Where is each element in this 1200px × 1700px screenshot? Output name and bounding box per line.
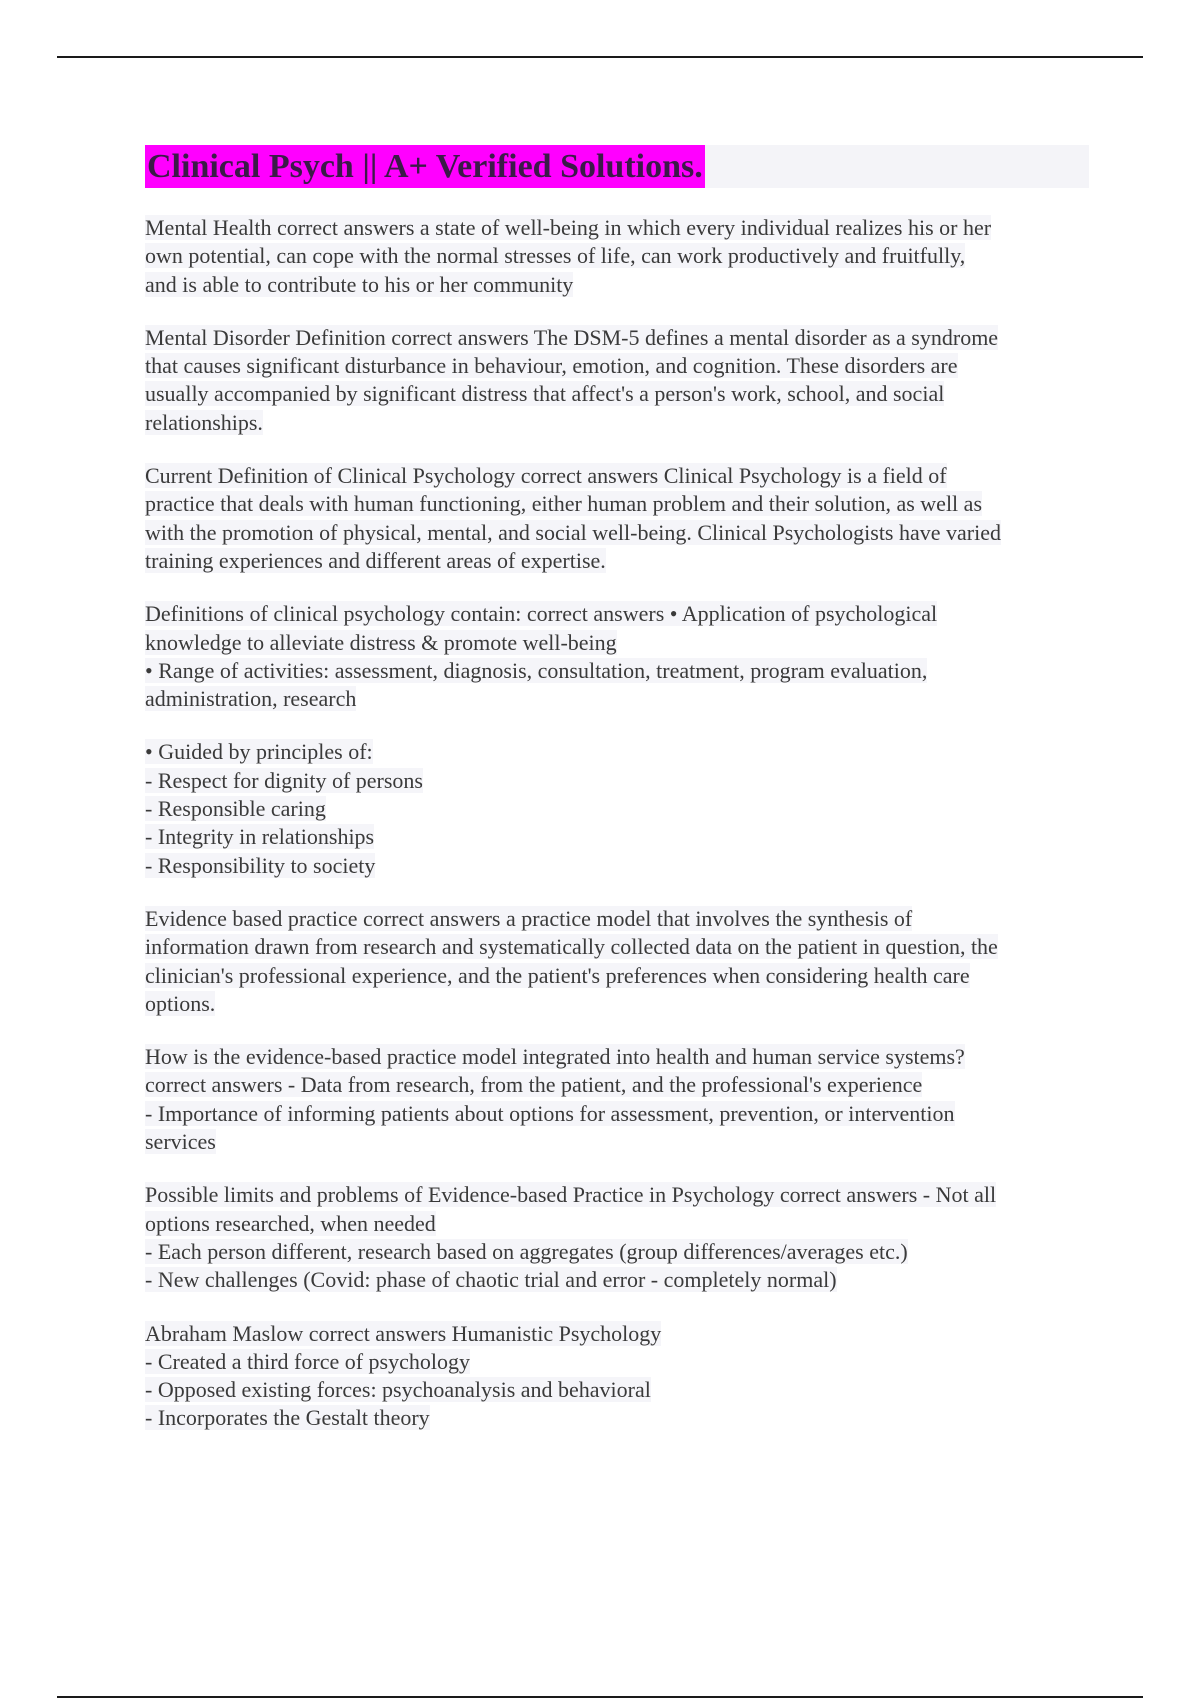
text-line bbox=[145, 685, 1089, 713]
text-line-content: - Respect for dignity of persons bbox=[145, 767, 423, 793]
text-line-content: that causes significant disturbance in behaviour, emotion, and cognition. These disorders are bbox=[145, 353, 958, 379]
text-line-content: practice that deals with human functioning, either human problem and their solution, as well as bbox=[145, 491, 982, 517]
text-line-content: Definitions of clinical psychology contain: correct answers • Application of psychological bbox=[145, 601, 938, 627]
qa-block bbox=[145, 214, 1089, 299]
text-line bbox=[145, 1376, 1089, 1404]
text-line bbox=[145, 380, 1089, 408]
text-line-content: - Integrity in relationships bbox=[145, 824, 375, 850]
text-line bbox=[145, 629, 1089, 657]
text-line-content: options. bbox=[145, 990, 216, 1016]
qa-block bbox=[145, 1320, 1089, 1433]
text-line bbox=[145, 271, 1089, 299]
text-line-content: - Incorporates the Gestalt theory bbox=[145, 1405, 430, 1431]
text-line-content: Abraham Maslow correct answers Humanistic Psychology bbox=[145, 1320, 662, 1346]
text-line-content: information drawn from research and systematically collected data on the patient in question, the bbox=[145, 934, 998, 960]
qa-block bbox=[145, 600, 1089, 713]
text-line bbox=[145, 962, 1089, 990]
text-line-content: - Importance of informing patients about options for assessment, prevention, or intervention bbox=[145, 1100, 955, 1126]
qa-list bbox=[145, 214, 1089, 1433]
text-line-content: relationships. bbox=[145, 409, 263, 435]
text-line-content: Mental Health correct answers a state of well-being in which every individual realizes his or her bbox=[145, 215, 992, 240]
text-line bbox=[145, 600, 1089, 628]
text-line-content: - Each person different, research based on aggregates (group differences/averages etc.) bbox=[145, 1238, 908, 1264]
text-line bbox=[145, 767, 1089, 795]
text-line bbox=[145, 214, 1089, 242]
text-line bbox=[145, 352, 1089, 380]
text-line bbox=[145, 1100, 1089, 1128]
text-line-content: services bbox=[145, 1129, 216, 1155]
text-line-content: - Responsibility to society bbox=[145, 852, 376, 878]
text-line-content: and is able to contribute to his or her community bbox=[145, 271, 574, 297]
qa-block bbox=[145, 738, 1089, 879]
qa-block bbox=[145, 324, 1089, 437]
qa-block bbox=[145, 462, 1089, 575]
text-line bbox=[145, 905, 1089, 933]
text-line bbox=[145, 1043, 1089, 1071]
text-line bbox=[145, 1348, 1089, 1376]
text-line-content: Evidence based practice correct answers a practice model that involves the synthesis of bbox=[145, 905, 913, 931]
text-line-content: • Guided by principles of: bbox=[145, 739, 373, 765]
text-line-content: - Created a third force of psychology bbox=[145, 1348, 470, 1374]
text-line bbox=[145, 519, 1089, 547]
text-line bbox=[145, 1320, 1089, 1348]
text-line-content: - Opposed existing forces: psychoanalysis and behavioral bbox=[145, 1377, 651, 1403]
text-line bbox=[145, 1210, 1089, 1238]
text-line-content: training experiences and different areas of expertise. bbox=[145, 547, 606, 573]
text-line bbox=[145, 1266, 1089, 1294]
text-line bbox=[145, 657, 1089, 685]
text-line-content: - New challenges (Covid: phase of chaotic trial and error - completely normal) bbox=[145, 1267, 837, 1293]
bottom-rule bbox=[57, 1696, 1143, 1698]
text-line-content: Mental Disorder Definition correct answers The DSM-5 defines a mental disorder as a syndrome bbox=[145, 324, 999, 350]
text-line bbox=[145, 409, 1089, 437]
text-line bbox=[145, 1238, 1089, 1266]
document-body bbox=[145, 145, 1089, 1458]
text-line bbox=[145, 1404, 1089, 1432]
text-line-content: correct answers - Data from research, from the patient, and the professional's experience bbox=[145, 1072, 923, 1098]
qa-block bbox=[145, 905, 1089, 1018]
text-line bbox=[145, 462, 1089, 490]
text-line-content: own potential, can cope with the normal stresses of life, can work productively and fruitfully, bbox=[145, 243, 966, 269]
text-line bbox=[145, 933, 1089, 961]
text-line-content: clinician's professional experience, and the patient's preferences when considering health care bbox=[145, 962, 970, 988]
text-line bbox=[145, 324, 1089, 352]
text-line-content: How is the evidence-based practice model integrated into health and human service systems? bbox=[145, 1044, 965, 1070]
text-line bbox=[145, 242, 1089, 270]
text-line bbox=[145, 852, 1089, 880]
text-line bbox=[145, 823, 1089, 851]
top-rule bbox=[57, 56, 1143, 58]
text-line-content: knowledge to alleviate distress & promote well-being bbox=[145, 629, 617, 655]
text-line-content: with the promotion of physical, mental, and social well-being. Clinical Psychologists have varied bbox=[145, 519, 1001, 545]
title-row bbox=[145, 145, 1089, 188]
qa-block bbox=[145, 1043, 1089, 1156]
text-line-content: - Responsible caring bbox=[145, 796, 326, 822]
text-line bbox=[145, 1128, 1089, 1156]
text-line bbox=[145, 795, 1089, 823]
text-line-content: usually accompanied by significant distress that affect's a person's work, school, and social bbox=[145, 381, 945, 407]
text-line-content: administration, research bbox=[145, 686, 357, 712]
text-line-content: Current Definition of Clinical Psychology correct answers Clinical Psychology is a field of bbox=[145, 463, 947, 489]
text-line bbox=[145, 990, 1089, 1018]
text-line bbox=[145, 490, 1089, 518]
text-line-content: Possible limits and problems of Evidence-based Practice in Psychology correct answers - Not all bbox=[145, 1182, 997, 1208]
text-line bbox=[145, 547, 1089, 575]
text-line bbox=[145, 1071, 1089, 1099]
text-line-content: options researched, when needed bbox=[145, 1210, 436, 1236]
text-line-content: • Range of activities: assessment, diagnosis, consultation, treatment, program evaluation, bbox=[145, 657, 928, 683]
text-line bbox=[145, 738, 1089, 766]
document-title: Clinical Psych || A+ Verified Solutions. bbox=[145, 145, 705, 188]
text-line bbox=[145, 1181, 1089, 1209]
qa-block bbox=[145, 1181, 1089, 1294]
